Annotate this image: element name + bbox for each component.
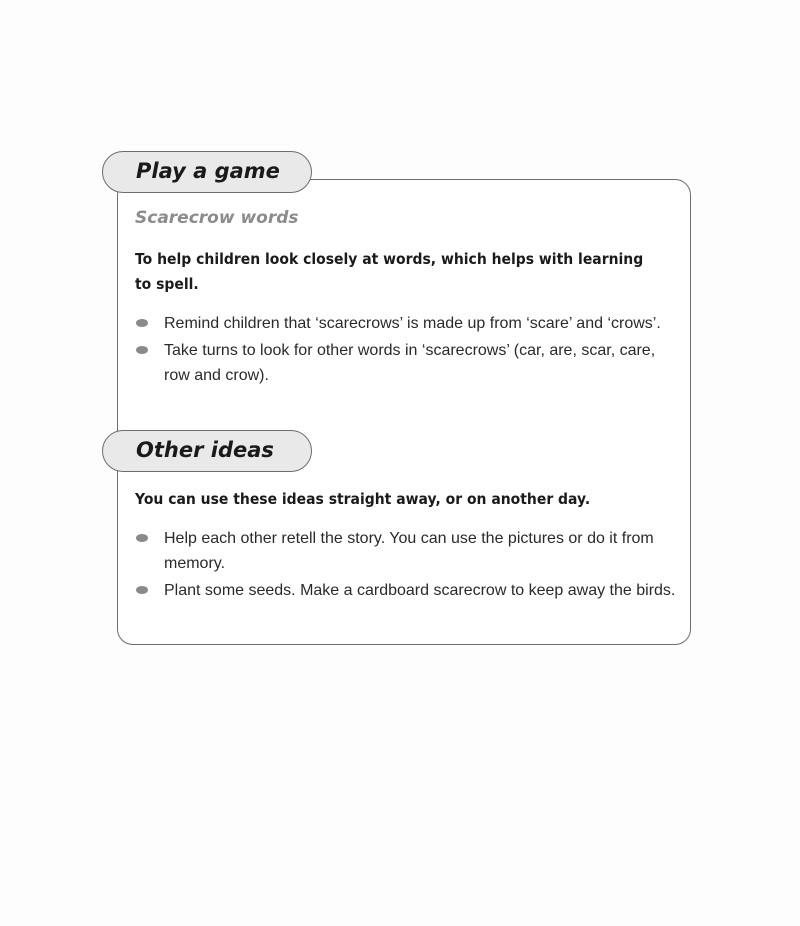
ideas-bullet-list: [135, 526, 680, 605]
list-item: [135, 311, 680, 336]
bullet-dot-icon: [136, 319, 148, 327]
list-item-text: Remind children that ‘scarecrows’ is made up from ‘scare’ and ‘crows’.: [164, 315, 661, 332]
bullet-dot-icon: [136, 586, 148, 594]
list-item-text: Take turns to look for other words in ‘scarecrows’ (car, are, scar, care, row and crow).: [164, 342, 656, 384]
activity-subheading: Scarecrow words: [135, 208, 299, 228]
list-item-text: Plant some seeds. Make a cardboard scarecrow to keep away the birds.: [164, 582, 676, 599]
ideas-intro: You can use these ideas straight away, or on another day.: [135, 490, 591, 508]
list-item: [135, 338, 680, 388]
activity-bullet-list: [135, 311, 680, 390]
bullet-dot-icon: [136, 534, 148, 542]
section-tab-play-a-game: [102, 151, 312, 193]
section-title: Play a game: [136, 159, 280, 183]
list-item: [135, 526, 680, 576]
section-tab-other-ideas: [102, 430, 312, 472]
section-title: Other ideas: [136, 438, 274, 462]
bullet-dot-icon: [136, 346, 148, 354]
list-item: [135, 578, 680, 603]
list-item-text: Help each other retell the story. You can use the pictures or do it from memory.: [164, 530, 654, 572]
activity-intro: To help children look closely at words, which helps with learning to spell.: [135, 250, 644, 293]
